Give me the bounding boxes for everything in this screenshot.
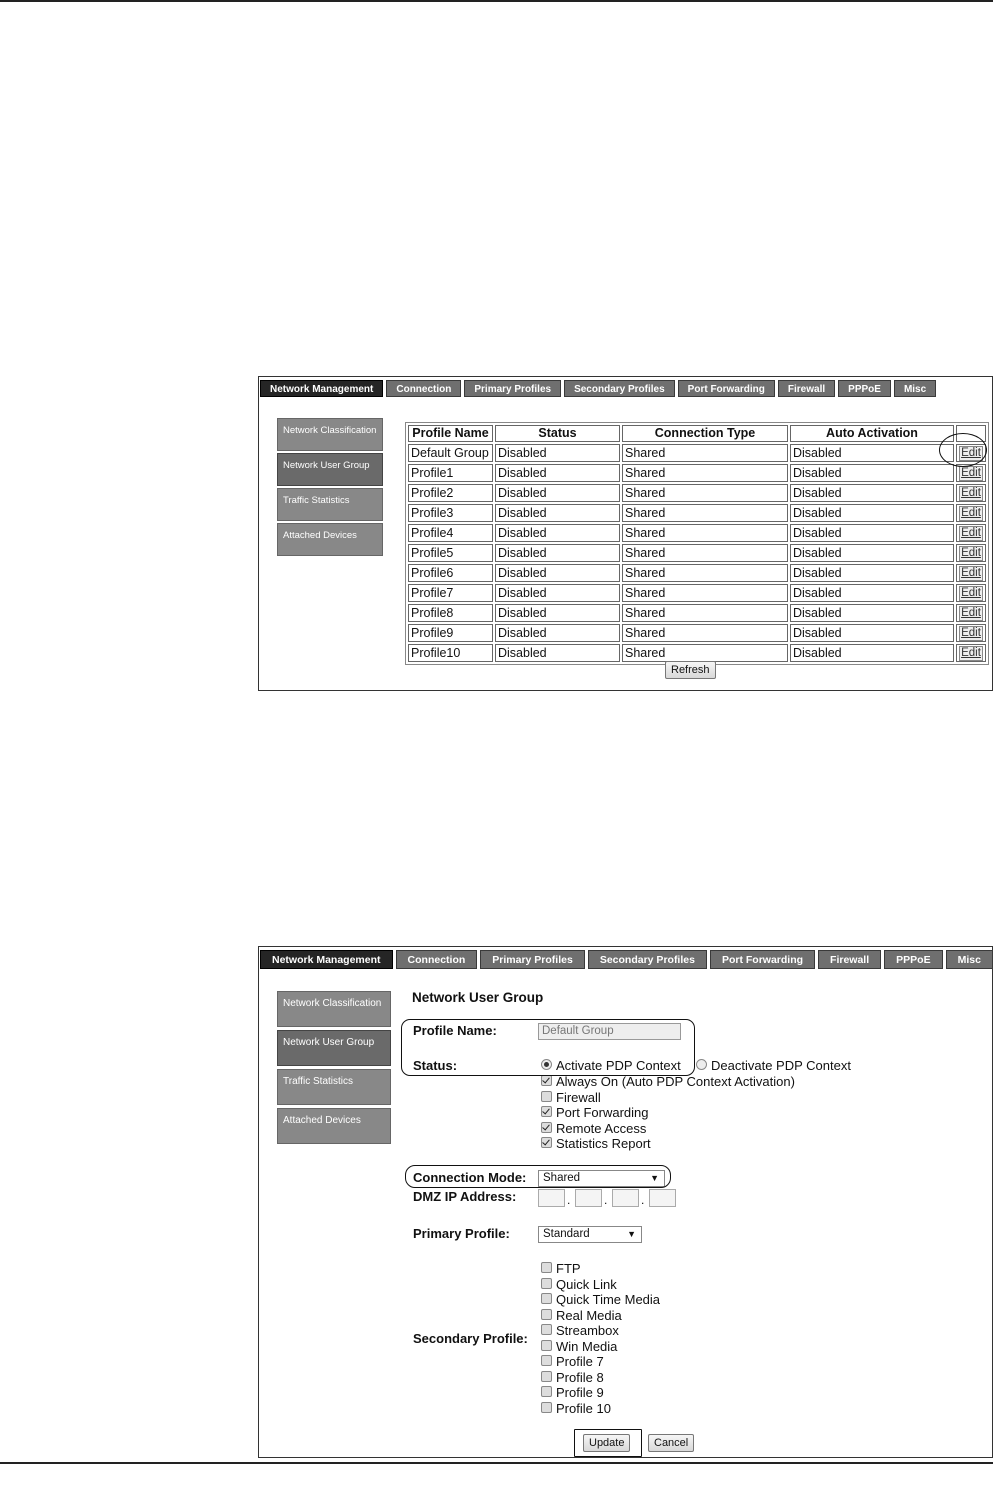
table-row [408, 484, 986, 502]
checkbox[interactable] [541, 1278, 552, 1289]
cell-auto-activation: Disabled [790, 444, 954, 462]
cell-edit [956, 524, 986, 542]
cell-edit [956, 504, 986, 522]
checkbox-option [541, 1354, 660, 1370]
refresh-button[interactable]: Refresh [665, 661, 716, 679]
cell-connection-type: Shared [622, 544, 788, 562]
cell-profile-name: Default Group [408, 444, 493, 462]
tab-bar [260, 378, 991, 397]
checkbox-option [541, 1308, 660, 1324]
status-radio-group [541, 1058, 851, 1074]
cell-profile-name: Profile5 [408, 544, 493, 562]
table-row [408, 644, 986, 662]
edit-link[interactable]: Edit [961, 487, 981, 499]
sidebar-item-attached-devices[interactable]: Attached Devices [277, 1108, 391, 1144]
tab-network-management[interactable]: Network Management [260, 950, 393, 969]
checkbox-label: Streambox [556, 1323, 619, 1338]
cell-edit [956, 444, 986, 462]
profiles-table [405, 422, 989, 665]
cell-connection-type: Shared [622, 624, 788, 642]
cell-edit [956, 604, 986, 622]
checkbox-label: Profile 10 [556, 1400, 611, 1416]
primary-profile-value: Standard [543, 1228, 590, 1240]
sidebar [277, 418, 383, 558]
checkbox[interactable] [541, 1122, 552, 1133]
cell-profile-name: Profile6 [408, 564, 493, 582]
cell-connection-type: Shared [622, 644, 788, 662]
cell-auto-activation: Disabled [790, 504, 954, 522]
cell-status: Disabled [495, 444, 620, 462]
checkbox[interactable] [541, 1324, 552, 1335]
checkbox-option [541, 1261, 660, 1277]
checkbox[interactable] [541, 1075, 552, 1086]
cell-profile-name: Profile8 [408, 604, 493, 622]
checkbox[interactable] [541, 1262, 552, 1273]
dmz-ip-octet-4[interactable] [649, 1189, 676, 1207]
cell-edit [956, 484, 986, 502]
connection-mode-select[interactable] [538, 1170, 665, 1187]
dmz-ip-label: DMZ IP Address: [413, 1189, 517, 1204]
cell-connection-type: Shared [622, 504, 788, 522]
checkbox-label: Quick Time Media [556, 1292, 661, 1307]
sidebar-item-network-user-group[interactable]: Network User Group [277, 453, 383, 486]
cell-status: Disabled [495, 484, 620, 502]
checkbox[interactable] [541, 1309, 552, 1320]
tab-port-forwarding[interactable]: Port Forwarding [710, 950, 815, 969]
secondary-profile-label: Secondary Profile: [413, 1331, 528, 1346]
table-row [408, 544, 986, 562]
cell-auto-activation: Disabled [790, 564, 954, 582]
cell-edit [956, 544, 986, 562]
sidebar-item-traffic-statistics[interactable]: Traffic Statistics [277, 1069, 391, 1105]
cell-connection-type: Shared [622, 444, 788, 462]
ip-separator: . [604, 1193, 608, 1207]
primary-profile-select[interactable] [538, 1226, 642, 1243]
checkbox-option [541, 1136, 795, 1152]
checkbox-label: Real Media [556, 1307, 622, 1323]
profile-list-screenshot [258, 376, 993, 691]
cell-auto-activation: Disabled [790, 524, 954, 542]
cell-profile-name: Profile3 [408, 504, 493, 522]
cell-auto-activation: Disabled [790, 604, 954, 622]
checkbox[interactable] [541, 1137, 552, 1148]
dmz-ip-octet-2[interactable] [575, 1189, 602, 1207]
status-options [541, 1074, 795, 1152]
tab-pppoe[interactable]: PPPoE [838, 380, 891, 397]
edit-form-screenshot [258, 946, 993, 1458]
cell-status: Disabled [495, 504, 620, 522]
sidebar-item-network-classification[interactable]: Network Classification [277, 991, 391, 1027]
cell-edit [956, 644, 986, 662]
cell-profile-name: Profile9 [408, 624, 493, 642]
cell-status: Disabled [495, 544, 620, 562]
primary-profile-label: Primary Profile: [413, 1226, 510, 1241]
cell-connection-type: Shared [622, 584, 788, 602]
sidebar-item-traffic-statistics[interactable]: Traffic Statistics [277, 488, 383, 521]
cell-profile-name: Profile1 [408, 464, 493, 482]
checkbox-option [541, 1090, 795, 1106]
cell-status: Disabled [495, 624, 620, 642]
cell-auto-activation: Disabled [790, 464, 954, 482]
update-button[interactable]: Update [583, 1434, 630, 1452]
edit-link[interactable]: Edit [961, 467, 981, 479]
checkbox[interactable] [541, 1091, 552, 1102]
checkbox-option [541, 1323, 660, 1339]
edit-link[interactable]: Edit [961, 547, 981, 559]
checkbox[interactable] [541, 1340, 552, 1351]
cell-connection-type: Shared [622, 464, 788, 482]
cell-edit [956, 564, 986, 582]
cell-connection-type: Shared [622, 484, 788, 502]
checkbox-option [541, 1277, 660, 1293]
cell-connection-type: Shared [622, 604, 788, 622]
ip-separator: . [567, 1193, 571, 1207]
form-title: Network User Group [412, 990, 544, 1005]
cell-profile-name: Profile7 [408, 584, 493, 602]
cell-status: Disabled [495, 584, 620, 602]
profile-name-input[interactable]: Default Group [538, 1023, 681, 1040]
cell-auto-activation: Disabled [790, 584, 954, 602]
status-label: Status: [413, 1058, 458, 1073]
tab-firewall[interactable]: Firewall [818, 950, 881, 969]
column-header-auto-activation: Auto Activation [790, 425, 954, 442]
tab-misc[interactable]: Misc [894, 380, 936, 397]
edit-link[interactable]: Edit [961, 587, 981, 599]
cell-auto-activation: Disabled [790, 644, 954, 662]
checkbox-label: Port Forwarding [556, 1105, 649, 1120]
tab-pppoe[interactable]: PPPoE [884, 950, 942, 969]
tab-secondary-profiles[interactable]: Secondary Profiles [564, 380, 675, 397]
column-header-profile-name: Profile Name [408, 425, 493, 442]
activate-radio[interactable] [541, 1059, 552, 1070]
table-row [408, 624, 986, 642]
tab-primary-profiles[interactable]: Primary Profiles [480, 950, 585, 969]
profile-name-label: Profile Name: [413, 1023, 497, 1038]
checkbox-option [541, 1401, 660, 1417]
column-header-status: Status [495, 425, 620, 442]
sidebar-item-attached-devices[interactable]: Attached Devices [277, 523, 383, 556]
tab-network-management[interactable]: Network Management [260, 380, 383, 397]
tab-misc[interactable]: Misc [946, 950, 993, 969]
page-top-rule [0, 0, 993, 2]
cell-auto-activation: Disabled [790, 484, 954, 502]
tab-firewall[interactable]: Firewall [778, 380, 835, 397]
cell-status: Disabled [495, 524, 620, 542]
table-row [408, 604, 986, 622]
cell-edit [956, 464, 986, 482]
cell-profile-name: Profile2 [408, 484, 493, 502]
sidebar [277, 991, 391, 1147]
table-row [408, 464, 986, 482]
edit-link[interactable]: Edit [961, 647, 981, 659]
checkbox-label: Profile 7 [556, 1354, 604, 1369]
activate-label: Activate PDP Context [556, 1058, 681, 1073]
column-header-connection-type: Connection Type [622, 425, 788, 442]
edit-link[interactable]: Edit [961, 567, 981, 579]
cell-connection-type: Shared [622, 564, 788, 582]
table-row [408, 504, 986, 522]
edit-link[interactable]: Edit [961, 447, 981, 459]
cell-edit [956, 624, 986, 642]
cell-status: Disabled [495, 464, 620, 482]
cell-status: Disabled [495, 564, 620, 582]
tab-port-forwarding[interactable]: Port Forwarding [678, 380, 775, 397]
checkbox-label: FTP [556, 1261, 581, 1276]
table-header-row [408, 425, 986, 442]
checkbox-option [541, 1292, 660, 1308]
table-row [408, 524, 986, 542]
cell-status: Disabled [495, 604, 620, 622]
checkbox-option [541, 1385, 660, 1401]
cancel-button[interactable]: Cancel [648, 1434, 694, 1452]
ip-separator: . [641, 1193, 645, 1207]
dropdown-arrow-icon: ▼ [627, 1229, 636, 1239]
checkbox-option [541, 1121, 795, 1137]
edit-link[interactable]: Edit [961, 507, 981, 519]
sidebar-item-network-user-group[interactable]: Network User Group [277, 1030, 391, 1066]
checkbox[interactable] [541, 1386, 552, 1397]
secondary-profile-options [541, 1261, 660, 1416]
cell-edit [956, 584, 986, 602]
edit-link[interactable]: Edit [961, 607, 981, 619]
dmz-ip-octet-1[interactable] [538, 1189, 565, 1207]
checkbox-label: Quick Link [556, 1276, 617, 1292]
deactivate-label: Deactivate PDP Context [711, 1058, 851, 1073]
table-row [408, 564, 986, 582]
checkbox[interactable] [541, 1402, 552, 1413]
cell-auto-activation: Disabled [790, 544, 954, 562]
column-header-edit [956, 425, 986, 442]
tab-secondary-profiles[interactable]: Secondary Profiles [588, 950, 707, 969]
checkbox-option [541, 1074, 795, 1090]
checkbox[interactable] [541, 1355, 552, 1366]
checkbox-option [541, 1339, 660, 1355]
checkbox-label: Profile 9 [556, 1385, 604, 1400]
cell-connection-type: Shared [622, 524, 788, 542]
dmz-ip-octet-3[interactable] [612, 1189, 639, 1207]
table-row [408, 584, 986, 602]
checkbox-label: Win Media [556, 1338, 618, 1354]
connection-mode-label: Connection Mode: [413, 1170, 527, 1185]
checkbox[interactable] [541, 1371, 552, 1382]
sidebar-item-network-classification[interactable]: Network Classification [277, 418, 383, 451]
dropdown-arrow-icon: ▼ [650, 1173, 659, 1183]
checkbox-label: Always On (Auto PDP Context Activation) [556, 1074, 795, 1089]
cell-status: Disabled [495, 644, 620, 662]
edit-link[interactable]: Edit [961, 527, 981, 539]
deactivate-radio[interactable] [696, 1059, 707, 1070]
page-bottom-rule [0, 1462, 993, 1464]
checkbox[interactable] [541, 1293, 552, 1304]
cell-profile-name: Profile10 [408, 644, 493, 662]
checkbox-label: Remote Access [556, 1120, 647, 1136]
connection-mode-value: Shared [543, 1172, 581, 1184]
tab-connection[interactable]: Connection [386, 380, 461, 397]
checkbox-option [541, 1370, 660, 1386]
checkbox-label: Profile 8 [556, 1369, 604, 1385]
cell-profile-name: Profile4 [408, 524, 493, 542]
checkbox-label: Statistics Report [556, 1136, 651, 1151]
checkbox-label: Firewall [556, 1089, 601, 1105]
checkbox-option [541, 1105, 795, 1121]
tab-primary-profiles[interactable]: Primary Profiles [464, 380, 561, 397]
tab-connection[interactable]: Connection [396, 950, 478, 969]
checkbox[interactable] [541, 1106, 552, 1117]
edit-link[interactable]: Edit [961, 627, 981, 639]
cell-auto-activation: Disabled [790, 624, 954, 642]
tab-bar [260, 948, 991, 969]
table-row [408, 444, 986, 462]
